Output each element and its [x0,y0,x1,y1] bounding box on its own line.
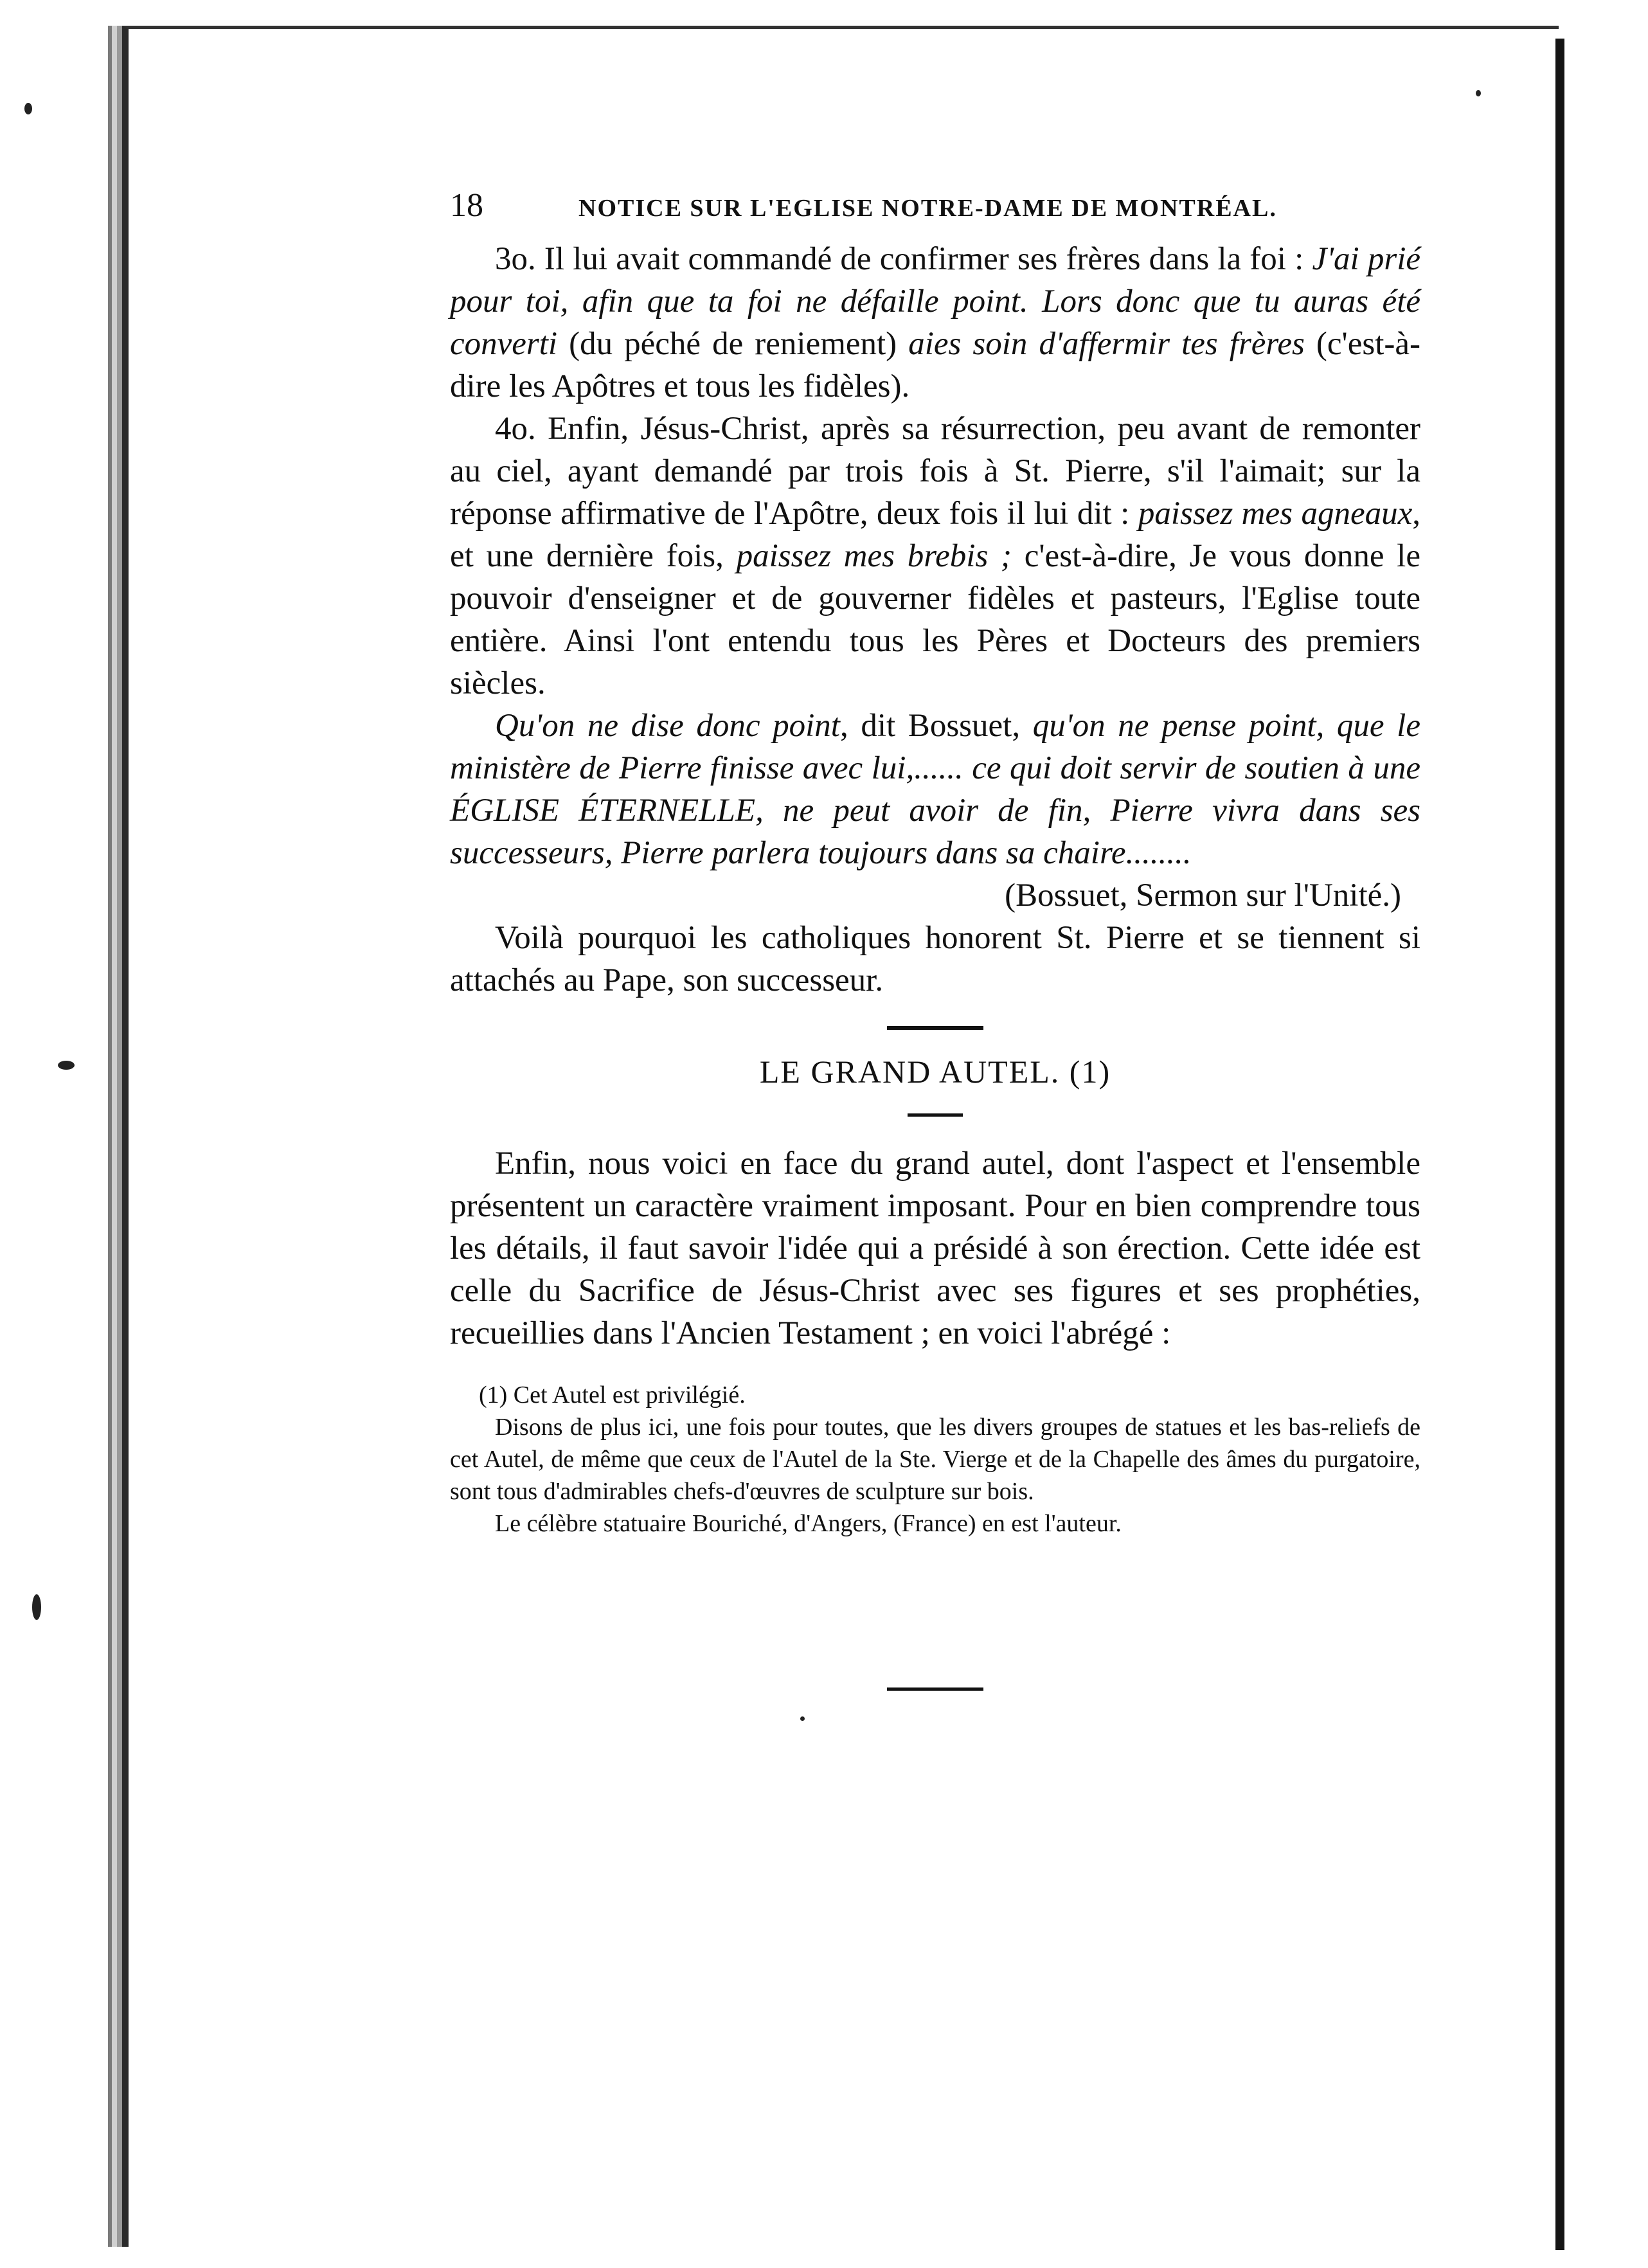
section-rule-top [887,1026,983,1030]
italic-quote: paissez mes agneaux [1138,496,1413,532]
footnote-2: Disons de plus ici, une fois pour toutes, que les divers groupes de statues et les bas-reliefs de cet Autel, de même que ceux de l'Autel de la Ste. Vierge et de la Chapelle des âmes du purgatoire, sont tous d'admirables chefs-d'œuvres de sculpture sur bois. [450,1414,1420,1505]
italic-quote: paissez mes brebis ; [736,538,1012,574]
paragraph-voila: Voilà pourquoi les catholiques honorent St. Pierre et se tiennent si attachés au Pape, son successeur. [450,920,1420,998]
section-heading: LE GRAND AUTEL. (1) [759,1054,1111,1090]
text-span: (c'est-à-dire les Apôtres et tous les fidèles). [450,326,1420,404]
scan-speck [58,1061,75,1070]
italic-quote: qu'on ne pense point, que le ministère de Pierre finisse avec lui,...... ce qui doit servir de soutien à une ÉGLISE ÉTERNELLE, ne peut avoir de fin, Pierre vivra dans ses successeurs, Pierre parlera toujours dans sa chaire........ [450,708,1420,871]
paragraph-4o [450,408,1420,705]
text-span: , dit Bossuet, [839,708,1033,744]
text-span: c'est-à-dire, Je vous donne le pouvoir d'enseigner et de gouverner fidèles et pasteurs, l'Eglise toute entière. Ainsi l'ont entendu tous les Pères et Docteurs des premiers siècles. [450,538,1420,701]
text-span: 3o. Il lui avait commandé de confirmer ses frères dans la foi : [495,241,1312,277]
scan-margin-left [0,0,96,2268]
page-content [450,186,1420,1691]
paragraph-grand-autel: Enfin, nous voici en face du grand autel, dont l'aspect et l'ensemble présentent un caractère vraiment imposant. Pour en bien comprendre tous les détails, il faut savoir l'idée qui a présidé à son érection. Cette idée est celle du Sacrifice de Jésus-Christ avec ses figures et ses prophéties, recueillies dans l'Ancien Testament ; en voici l'abrégé : [450,1146,1420,1351]
paragraph-3o [450,238,1420,408]
text-span: (du péché de reniement) [569,326,909,362]
scan-speck [800,1716,805,1721]
footnote-3: Le célèbre statuaire Bouriché, d'Angers, (France) en est l'auteur. [495,1510,1122,1537]
scan-speck [32,1594,41,1620]
citation: (Bossuet, Sermon sur l'Unité.) [1005,878,1401,914]
paragraph-bossuet-quote [450,705,1420,874]
italic-quote: J'ai prié pour toi, afin que ta foi ne défaille point. Lors donc que tu auras été converti [450,241,1420,362]
scan-speck [24,103,32,114]
end-rule [887,1688,983,1691]
scan-margin-right [1572,39,1648,2250]
section-rule-bottom [908,1113,963,1117]
footnote-block [450,1379,1420,1540]
page-number: 18 [450,187,483,224]
running-header [450,186,1420,238]
text-span: 4o. Enfin, Jésus-Christ, après sa résurrection, peu avant de remonter au ciel, ayant demandé par trois fois à St. Pierre, s'il l'aimait; sur la réponse affirmative de l'Apôtre, deux fois il lui dit : [450,411,1420,532]
italic-quote: Qu'on ne dise donc point [495,708,840,744]
running-title: NOTICE SUR L'EGLISE NOTRE-DAME DE MONTRÉAL. [578,195,1277,222]
next-page-edge [1555,39,1564,2250]
text-span: , et une dernière fois, [450,496,1420,574]
footnote-1: (1) Cet Autel est privilégié. [479,1382,746,1408]
scan-speck [1476,90,1481,96]
italic-quote: aies soin d'affermir tes frères [908,326,1316,362]
